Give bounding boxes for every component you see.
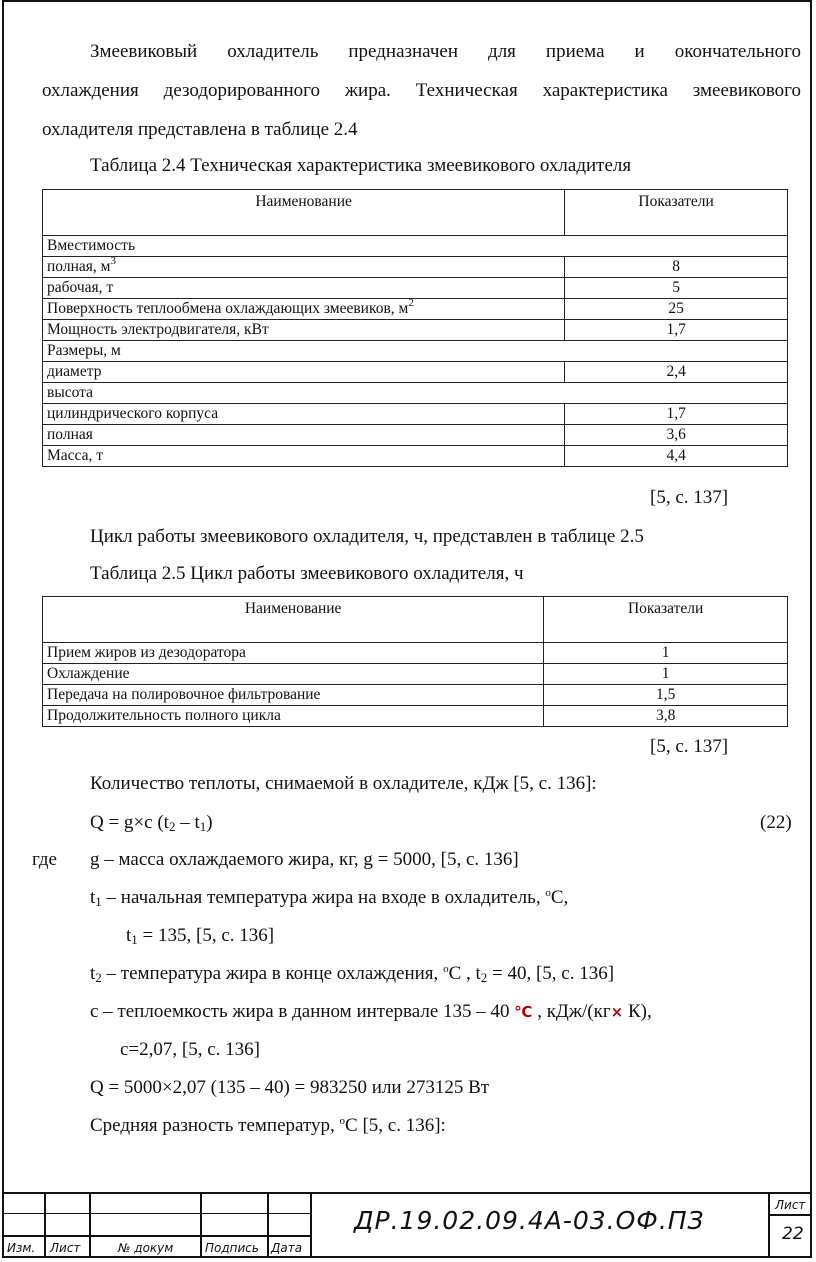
row-name: Мощность электродвигателя, кВт — [43, 320, 565, 341]
title-block — [2, 1192, 812, 1258]
where-t2: $t_2$ – температура жира в конце охлаждения, $^o$С , $t_2 = 40$, [5, с. 136] — [90, 963, 615, 985]
row-name: высота — [43, 383, 788, 404]
row-name: Масса, т — [43, 446, 565, 467]
table-row — [43, 320, 788, 341]
c-value: c=2,07, [5, с. 136] — [120, 1039, 260, 1060]
table-2-4-source: [5, с. 137] — [650, 487, 729, 508]
table-row — [43, 278, 788, 299]
row-name: Продолжительность полного цикла — [43, 706, 544, 727]
row-name: полная — [43, 425, 565, 446]
row-value: 4,4 — [565, 446, 788, 467]
row-value: 1,7 — [565, 320, 788, 341]
table-row — [43, 643, 788, 664]
row-name: Передача на полировочное фильтрование — [43, 685, 544, 706]
formula-number: (22) — [760, 812, 792, 833]
intro-line-3: охладителя представлена в таблице 2.4 — [42, 119, 358, 140]
row-name: полная, $м^3$ — [43, 257, 565, 278]
table-row — [43, 664, 788, 685]
table-row — [43, 446, 788, 467]
t1-value: $t_1 = 135$, [5, с. 136] — [126, 925, 275, 947]
row-name: Размеры, м — [43, 341, 788, 362]
table-2-4-caption: Таблица 2.4 Техническая характеристика змеевикового охладителя — [90, 155, 632, 176]
table-row — [43, 236, 788, 257]
where-c: c – теплоемкость жира в данном интервале 135 – 40 ℃ , кДж/(кг× К), — [90, 1001, 652, 1022]
celsius-icon: ℃ — [514, 1003, 533, 1021]
mean-temp-difference: Средняя разность температур, $^o$С [5, с. 136]: — [90, 1115, 446, 1136]
row-value: 1 — [544, 664, 788, 685]
row-value: 1,5 — [544, 685, 788, 706]
table-2-5-caption: Таблица 2.5 Цикл работы змеевикового охладителя, ч — [90, 563, 524, 584]
where-g: g – масса охлаждаемого жира, кг, g = 5000, [5, с. 136] — [90, 849, 519, 870]
table-2-4 — [42, 189, 788, 467]
row-value: 25 — [565, 299, 788, 320]
row-name: диаметр — [43, 362, 565, 383]
table-row — [43, 383, 788, 404]
where-label: где — [32, 849, 57, 870]
heat-result: Q = 5000×2,07 (135 – 40) = 983250 или 273125 Вт — [90, 1077, 490, 1098]
stamp-label-document: № докум — [118, 1241, 174, 1255]
table-header-row — [43, 597, 788, 643]
stamp-label-change: Изм. — [7, 1241, 36, 1255]
multiply-icon: × — [161, 1077, 173, 1098]
multiply-icon: × — [610, 1003, 624, 1021]
table-row — [43, 257, 788, 278]
header-value: Показатели — [565, 190, 788, 236]
row-name: Поверхность теплообмена охлаждающих змеевиков, $м^2$ — [43, 299, 565, 320]
header-value: Показатели — [544, 597, 788, 643]
row-name: Охлаждение — [43, 664, 544, 685]
row-value: 1,7 — [565, 404, 788, 425]
heat-intro: Количество теплоты, снимаемой в охладителе, кДж [5, с. 136]: — [90, 773, 597, 794]
header-name: Наименование — [43, 597, 544, 643]
table-row — [43, 299, 788, 320]
table-row — [43, 425, 788, 446]
table-row — [43, 685, 788, 706]
multiply-icon: × — [133, 812, 145, 833]
row-value: 2,4 — [565, 362, 788, 383]
sheet-number: 22 — [782, 1224, 804, 1244]
stamp-label-signature: Подпись — [205, 1241, 259, 1255]
row-name: Прием жиров из дезодоратора — [43, 643, 544, 664]
where-t1: $t_1$ – начальная температура жира на входе в охладитель, $^o$С, — [90, 887, 569, 909]
intro-line-1: Змеевиковый охладитель предназначен для приема и окончательного — [90, 41, 801, 62]
row-value: 1 — [544, 643, 788, 664]
stamp-label-sheet: Лист — [50, 1241, 81, 1255]
row-value: 8 — [565, 257, 788, 278]
row-value: 5 — [565, 278, 788, 299]
stamp-top-border — [2, 1192, 810, 1194]
cycle-paragraph: Цикл работы змеевикового охладителя, ч, представлен в таблице 2.5 — [90, 526, 644, 547]
table-2-5 — [42, 596, 788, 727]
table-header-row — [43, 190, 788, 236]
stamp-label-date: Дата — [271, 1241, 303, 1255]
row-value: 3,8 — [544, 706, 788, 727]
table-row — [43, 706, 788, 727]
row-value: 3,6 — [565, 425, 788, 446]
intro-line-2: охлаждения дезодорированного жира. Техническая характеристика змеевикового — [42, 80, 801, 101]
table-row — [43, 362, 788, 383]
document-code: ДР.19.02.09.4А-03.ОФ.ПЗ — [354, 1206, 705, 1235]
row-name: рабочая, т — [43, 278, 565, 299]
table-row — [43, 341, 788, 362]
row-name: Вместимость — [43, 236, 788, 257]
row-name: цилиндрического корпуса — [43, 404, 565, 425]
formula-22: Q = g×c $(t_2 - t_1)$ — [90, 812, 213, 834]
sheet-label: Лист — [775, 1198, 806, 1212]
header-name: Наименование — [43, 190, 565, 236]
table-2-5-source: [5, с. 137] — [650, 736, 729, 757]
table-row — [43, 404, 788, 425]
